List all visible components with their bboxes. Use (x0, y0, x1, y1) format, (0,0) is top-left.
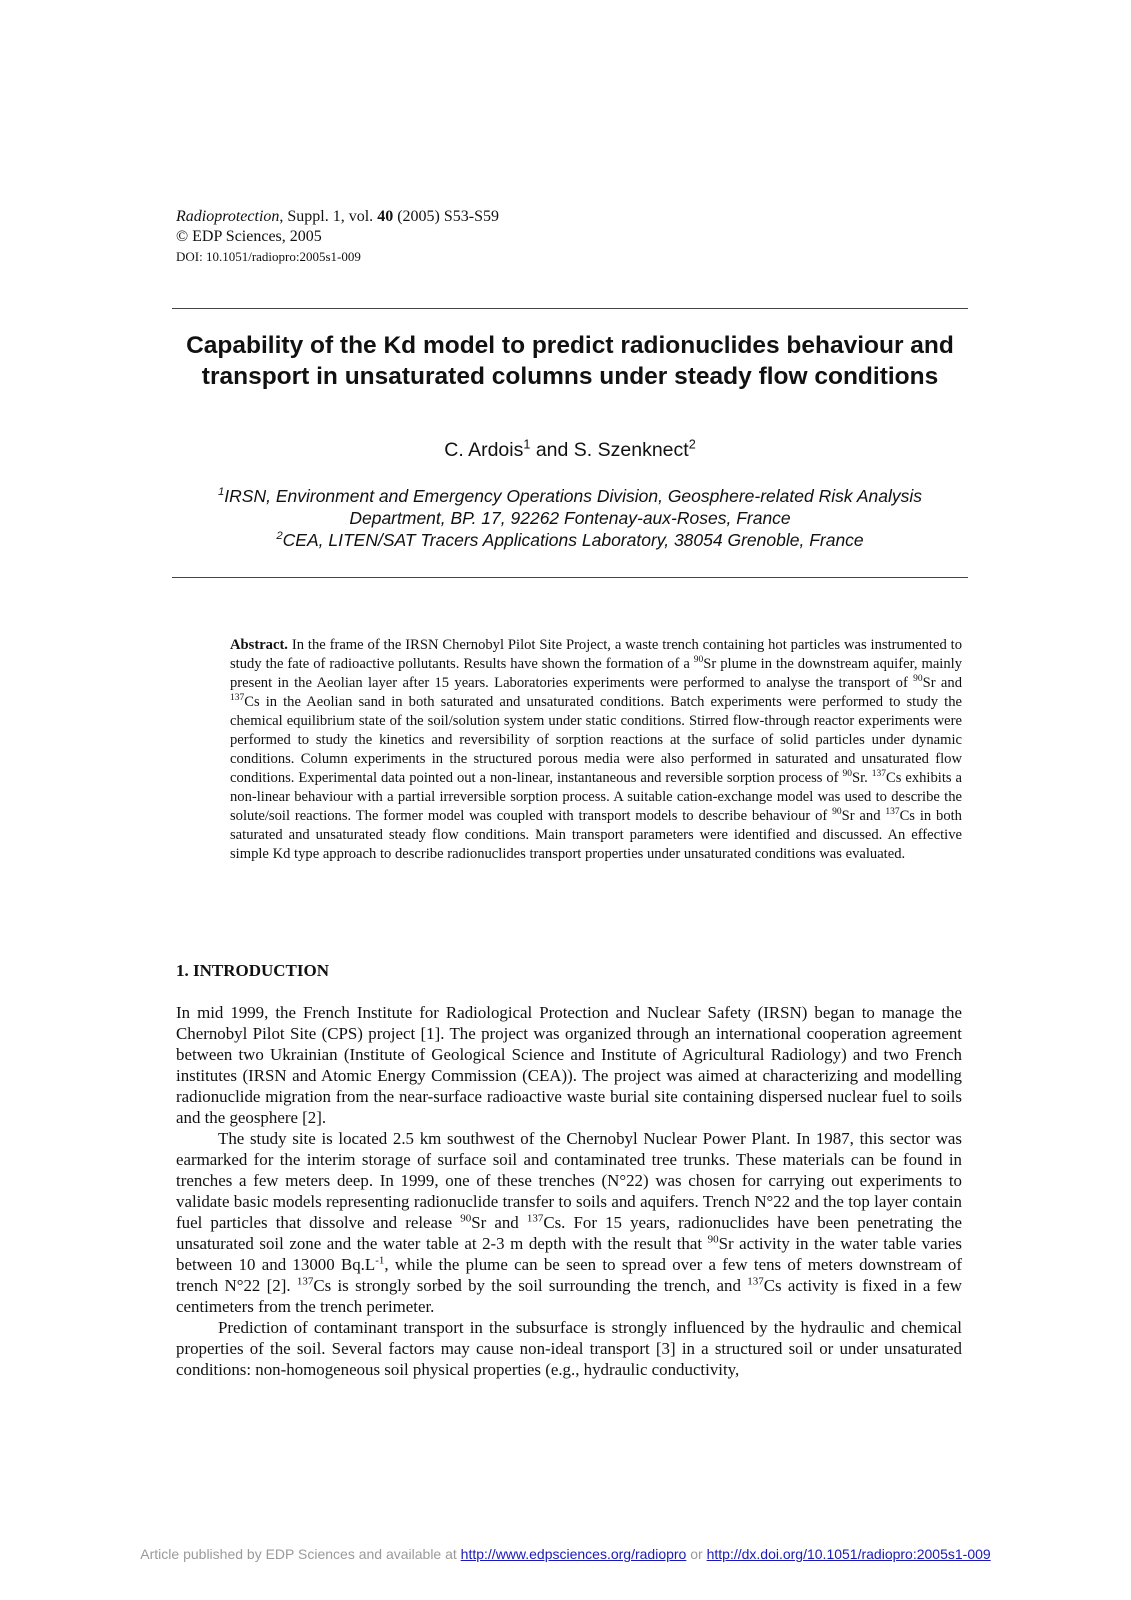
paragraph-2 (176, 1128, 962, 1317)
unit-exponent: -1 (375, 1254, 385, 1267)
author-list (172, 437, 968, 463)
introduction-body (176, 1002, 962, 1380)
author-separator: and (530, 439, 574, 461)
affiliation-1 (172, 485, 968, 529)
paragraph-text: The study site is located 2.5 km southwest of the Chernobyl Nuclear Power Plant. In 1987, this sector was earmarked for the interim storage of surface soil and contaminated tree trunks. These materials can be found in trenches a few meters deep. In 1999, one of these trenches (N°22) was chosen for carrying out experiments to validate basic models representing radionuclide transfer to soils and aquifers. Trench N°22 and the top layer contain fuel particles that dissolve and release (176, 1129, 962, 1232)
isotope-mark: 90 (460, 1212, 472, 1225)
journal-volume: 40 (377, 208, 394, 225)
isotope-mark: 90 (842, 769, 852, 780)
affiliations (172, 485, 968, 551)
header-divider (172, 308, 968, 309)
abstract-text: Cs in the Aeolian sand in both saturated and unsaturated conditions. Batch experiments were performed to study the chemical equilibrium state of the soil/solution system under static conditions. Stirred flow-through reactor experiments were performed to study the kinetics and reversibility of sorption reactions at the surface of solid particles under dynamic conditions. Column experiments in the structured porous media were also performed in saturated and unsaturated flow conditions. Experimental data pointed out a non-linear, instantaneous and reversible sorption process of (230, 694, 962, 786)
paragraph-text: Sr and (471, 1213, 527, 1232)
journal-volume-line (176, 207, 499, 227)
affiliation-2 (172, 529, 968, 551)
abstract-text: Sr and (922, 675, 963, 691)
abstract-text: Sr plume in the downstream aquifer, mainly present in the Aeolian layer after 15 years. Laboratories experiments were performed to analyse the transport of (230, 656, 962, 691)
publisher-footer (0, 1546, 1131, 1562)
affiliation-1-text: IRSN, Environment and Emergency Operations Division, Geosphere-related Risk Analysis Department, BP. 17, 92262 Fontenay-aux-Roses, France (224, 486, 923, 528)
isotope-mark: 90 (693, 655, 704, 666)
affiliation-2-text: CEA, LITEN/SAT Tracers Applications Laboratory, 38054 Grenoble, France (282, 530, 864, 550)
author-1: C. Ardois (444, 439, 524, 461)
copyright-line: © EDP Sciences, 2005 (176, 228, 322, 245)
journal-pages: (2005) S53-S59 (393, 208, 499, 225)
paragraph-text: Cs is strongly sorbed by the soil surrounding the trench, and (313, 1276, 748, 1295)
isotope-mark: 137 (296, 1275, 314, 1288)
abstract-text: Cs in both saturated and unsaturated steady flow conditions. Main transport parameters were identified and discussed. An effective simple Kd type approach to describe radionuclides transport properties under unsaturated conditions was evaluated. (230, 808, 962, 862)
journal-link[interactable]: http://www.edpsciences.org/radiopro (460, 1546, 687, 1562)
affiliation-2-mark: 2 (276, 530, 283, 543)
paragraph-1: In mid 1999, the French Institute for Radiological Protection and Nuclear Safety (IRSN) began to manage the Chernobyl Pilot Site (CPS) project [1]. The project was organized through an international cooperation agreement between two Ukrainian (Institute of Geological Science and Institute of Agricultural Radiology) and two French institutes (IRSN and Atomic Energy Commission (CEA)). The project was aimed at characterizing and modelling radionuclide migration from the near-surface radioactive waste burial site containing dispersed nuclear fuel to soils and the geosphere [2]. (176, 1003, 962, 1127)
affiliation-1-mark: 1 (217, 486, 225, 499)
isotope-mark: 137 (747, 1275, 764, 1288)
abstract-text: Sr. (851, 770, 872, 786)
doi-line: DOI: 10.1051/radiopro:2005s1-009 (176, 249, 361, 264)
author-1-affil-mark: 1 (523, 437, 531, 452)
isotope-mark: 137 (871, 769, 886, 780)
isotope-mark: 90 (707, 1233, 719, 1246)
paragraph-3: Prediction of contaminant transport in the subsurface is strongly influenced by the hydraulic and chemical properties of the soil. Several factors may cause non-ideal transport [3] in a structured soil or under unsaturated conditions: non-homogeneous soil physical properties (e.g., hydraulic conductivity, (176, 1318, 962, 1379)
isotope-mark: 137 (526, 1212, 544, 1225)
paragraph-text: Cs activity is fixed in a few centimeters from the trench perimeter. (176, 1276, 962, 1316)
isotope-mark: 137 (230, 693, 245, 704)
abstract-text: Cs exhibits a non-linear behaviour with a partial irreversible sorption process. A suitable cation-exchange model was used to describe the solute/soil reactions. The former model was coupled with transport models to describe behaviour of (230, 770, 963, 824)
isotope-mark: 90 (832, 807, 842, 818)
footer-text: Article published by EDP Sciences and available at (140, 1546, 461, 1562)
footer-separator: or (686, 1546, 707, 1562)
abstract-text: Sr and (841, 808, 886, 824)
author-2-affil-mark: 2 (688, 437, 696, 452)
abstract (230, 636, 962, 864)
section-heading: 1. INTRODUCTION (176, 961, 330, 980)
paragraph-text: , while the plume can be seen to spread over a few tens of meters downstream of trench N°22 [2]. (176, 1255, 962, 1295)
abstract-text: In the frame of the IRSN Chernobyl Pilot Site Project, a waste trench containing hot particles was instrumented to study the fate of radioactive pollutants. Results have shown the formation of a (230, 637, 962, 672)
doi-link[interactable]: http://dx.doi.org/10.1051/radiopro:2005s1-009 (706, 1546, 991, 1562)
journal-citation (176, 207, 499, 267)
paper-title: Capability of the Kd model to predict radionuclides behaviour and transport in unsaturated columns under steady flow conditions (186, 332, 954, 390)
affiliation-divider (172, 577, 968, 578)
paragraph-text: Sr activity in the water table varies between 10 and 13000 Bq.L (176, 1234, 962, 1274)
abstract-label: Abstract. (230, 637, 288, 653)
isotope-mark: 90 (913, 674, 923, 685)
isotope-mark: 137 (885, 807, 900, 818)
paragraph-text: Cs. For 15 years, radionuclides have been penetrating the unsaturated soil zone and the water table at 2-3 m depth with the result that (176, 1213, 962, 1253)
journal-name: Radioprotection (176, 208, 280, 225)
journal-suppl: , Suppl. 1, vol. (279, 208, 378, 225)
author-2: S. Szenknect (573, 439, 689, 461)
